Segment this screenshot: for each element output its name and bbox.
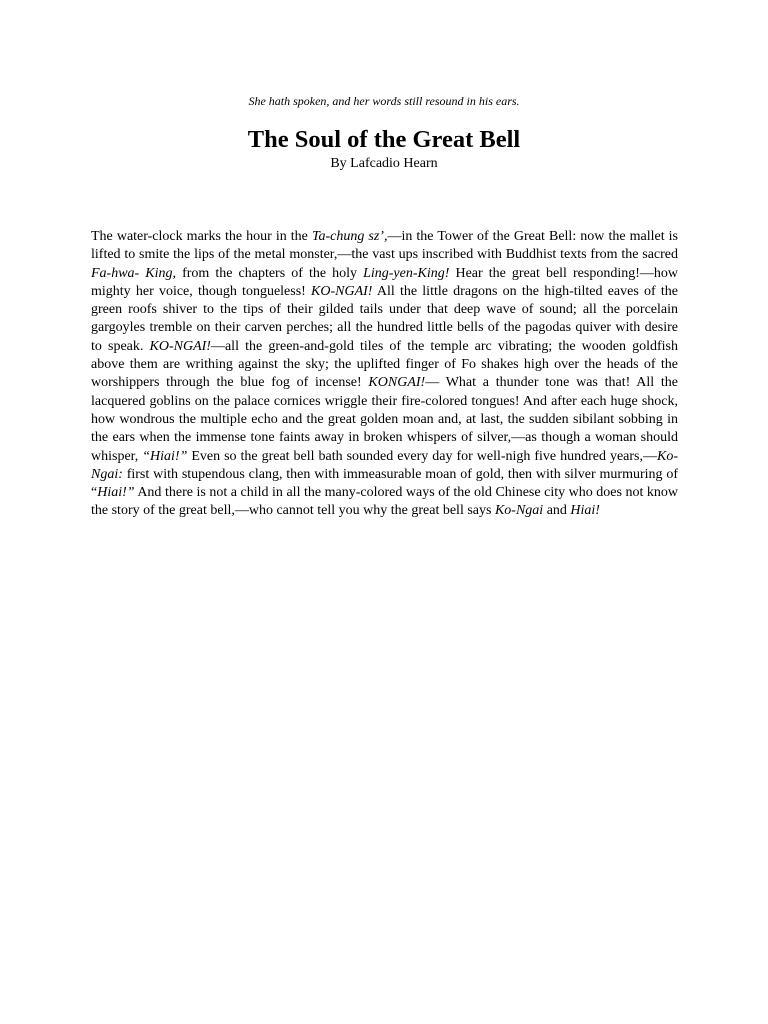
text-run: —all the green-and-gold tiles of the temple arc vibrating; the wooden goldfish above them are writhing against the sky; the uplifted finger of Fo shakes high over the heads of the worshippers through the blue fog of incense! bbox=[91, 338, 679, 391]
italic-term: Ko-Ngai: bbox=[91, 448, 678, 482]
text-run: from the chapters of the holy bbox=[176, 265, 364, 281]
text-run: All the little dragons on the high-tilted eaves of the green roofs shiver to the tips of their gilded tails under that deep wave of sound; all the porcelain gargoyles tremble on their carven perches; all the hundred little bells of the pagodas quiver with desire to speak. bbox=[91, 283, 678, 354]
text-run: Even so the great bell bath sounded every day for well-nigh five hundred years,— bbox=[187, 448, 657, 464]
text-run: Hear the great bell responding!—how mighty her voice, though tongueless! bbox=[91, 265, 678, 299]
text-run: And there is not a child in all the many-colored ways of the old Chinese city who does not know the story of the great bell,—who cannot tell you why the great bell says bbox=[91, 485, 678, 519]
italic-term: KONGAI! bbox=[368, 375, 426, 391]
italic-term: KO-NGAI! bbox=[311, 283, 373, 299]
text-run: —in the Tower of the Great Bell: now the mallet is lifted to smite the lips of the metal monster,—the vast ups inscribed with Buddhist texts from the sacred bbox=[91, 229, 679, 263]
italic-term: Ling-yen-King! bbox=[363, 265, 450, 281]
italic-term: KO-NGAI! bbox=[149, 338, 211, 354]
page-title: The Soul of the Great Bell bbox=[247, 126, 521, 153]
epigraph: She hath spoken, and her words still resound in his ears. bbox=[248, 94, 520, 108]
text-run: first with stupendous clang, then with immeasurable moan of gold, then with silver murmuring of “ bbox=[91, 466, 678, 501]
italic-term: Hiai!” bbox=[97, 485, 135, 501]
text-run: The water-clock marks the hour in the bbox=[91, 229, 312, 244]
italic-term: Ta-chung sz’, bbox=[311, 229, 388, 244]
text-run: and bbox=[543, 503, 571, 519]
italic-term: Fa-hwa- King, bbox=[91, 265, 177, 281]
italic-term: Ko-Ngai bbox=[494, 503, 544, 519]
author-byline: By Lafcadio Hearn bbox=[330, 156, 438, 171]
italic-term: Hiai! bbox=[570, 503, 600, 519]
body-paragraph bbox=[91, 228, 678, 521]
italic-term: “Hiai!” bbox=[142, 448, 188, 464]
text-run: — What a thunder tone was that! All the lacquered goblins on the palace cornices wriggle their fire-colored tongues! And after each huge shock, how wondrous the multiple echo and the great golden moan and, at last, the sudden sibilant sobbing in the ears when the immense tone faints away in broken whispers of silver,—as though a woman should whisper, bbox=[91, 375, 678, 464]
